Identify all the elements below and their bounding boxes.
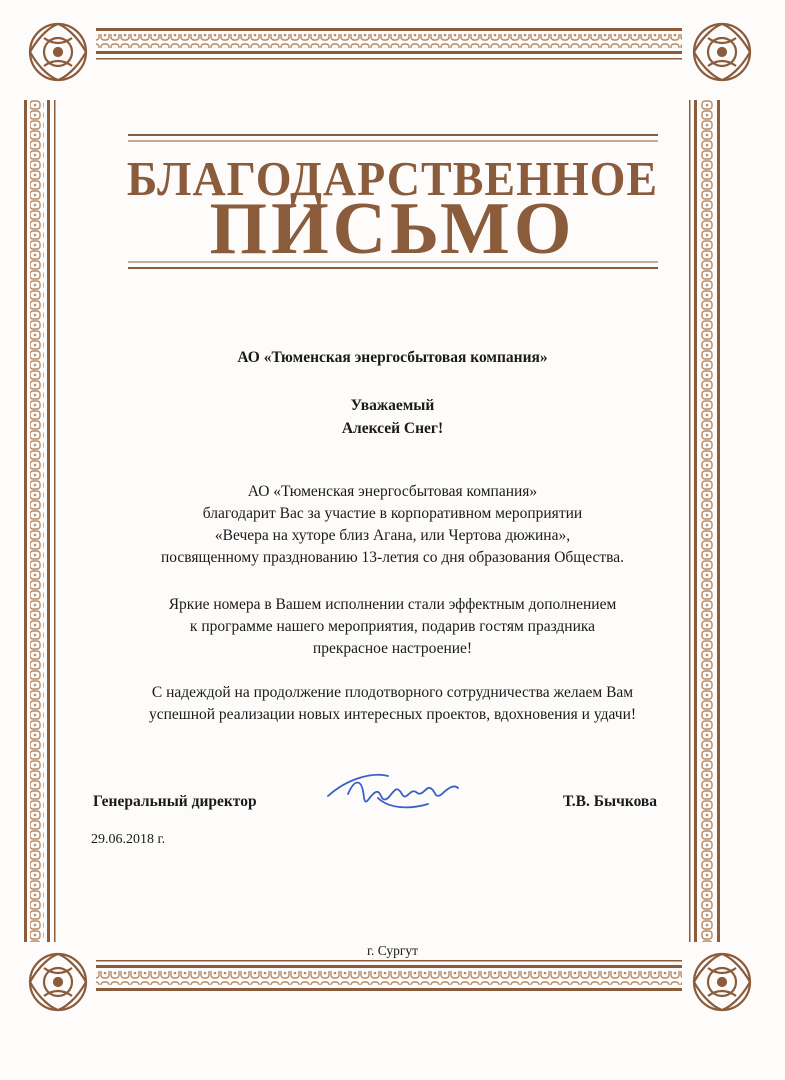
letter-city: г. Сургут xyxy=(366,943,419,958)
body-paragraph-1 xyxy=(60,481,725,569)
body-paragraph-2 xyxy=(60,594,725,660)
signatory-position: Генеральный директор xyxy=(93,793,257,810)
paragraph-line: посвященному празднованию 13-летия со дня образования Общества. xyxy=(160,549,625,566)
paragraph-line: успешной реализации новых интересных проектов, вдохновения и удачи! xyxy=(148,706,637,723)
greeting-line2: Алексей Снег! xyxy=(341,420,444,437)
paragraph-line: «Вечера на хуторе близ Агана, или Чертова дюжина», xyxy=(214,527,571,544)
company-name: АО «Тюменская энергосбытовая компания» xyxy=(237,349,548,366)
letter-title-line2: ПИСЬМО xyxy=(209,188,576,270)
signatory-name: Т.В. Бычкова xyxy=(563,793,658,810)
letter-date: 29.06.2018 г. xyxy=(91,832,166,847)
paragraph-line: АО «Тюменская энергосбытовая компания» xyxy=(247,483,538,500)
paragraph-line: Яркие номера в Вашем исполнении стали эффектным дополнением xyxy=(168,596,617,613)
letter-title-line1: БЛАГОДАРСТВЕННОЕ xyxy=(126,151,659,206)
title-divider-top xyxy=(128,135,658,141)
body-paragraph-3 xyxy=(60,682,725,726)
handwritten-signature-icon xyxy=(318,758,468,828)
paragraph-line: С надеждой на продолжение плодотворного сотрудничества желаем Вам xyxy=(151,684,634,701)
paragraph-line: прекрасное настроение! xyxy=(312,640,473,657)
paragraph-line: благодарит Вас за участие в корпоративном мероприятии xyxy=(202,505,583,522)
greeting-line1: Уважаемый xyxy=(350,397,435,414)
paragraph-line: к программе нашего мероприятия, подарив гостям праздника xyxy=(189,618,596,635)
